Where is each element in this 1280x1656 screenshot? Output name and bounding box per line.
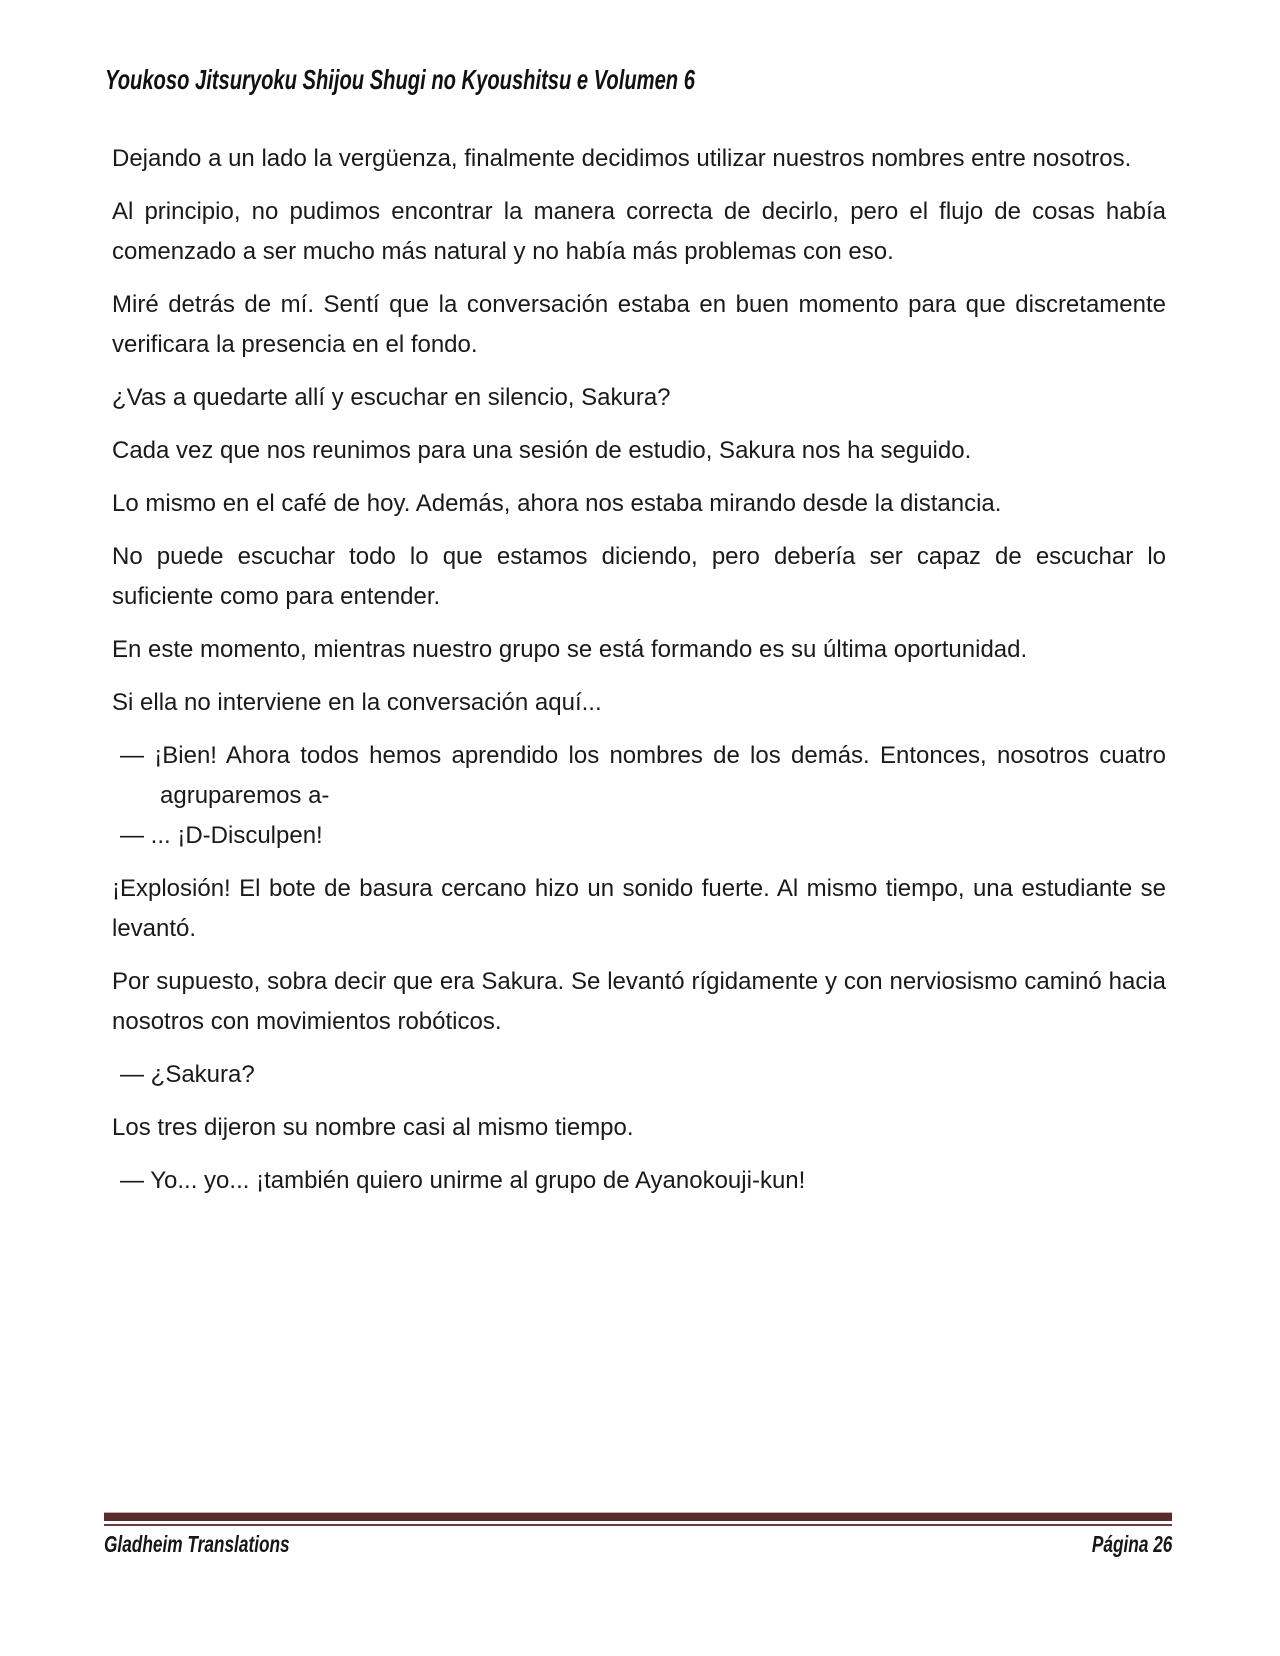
paragraph: Por supuesto, sobra decir que era Sakura. Se levantó rígidamente y con nerviosismo caminó hacia nosotros con movimientos robóticos.: [112, 968, 1166, 1035]
footer-rule-thick: [104, 1512, 1172, 1521]
dialogue-line: — ¡Bien! Ahora todos hemos aprendido los nombres de los demás. Entonces, nosotros cuatro agruparemos a-: [120, 742, 1166, 809]
body-text: [112, 139, 1166, 1214]
paragraph: Cada vez que nos reunimos para una sesión de estudio, Sakura nos ha seguido.: [112, 437, 972, 464]
page-header-title: Youkoso Jitsuryoku Shijou Shugi no Kyoushitsu e Volumen 6: [105, 64, 695, 95]
paragraph: No puede escuchar todo lo que estamos diciendo, pero debería ser capaz de escuchar lo suficiente como para entender.: [112, 543, 1166, 610]
paragraph: Los tres dijeron su nombre casi al mismo tiempo.: [112, 1114, 634, 1141]
footer-rule-thin: [104, 1524, 1172, 1526]
paragraph: Miré detrás de mí. Sentí que la conversación estaba en buen momento para que discretamente verificara la presencia en el fondo.: [112, 291, 1166, 358]
footer-translator-credit: Gladheim Translations: [104, 1531, 290, 1557]
dialogue-line: — Yo... yo... ¡también quiero unirme al grupo de Ayanokouji-kun!: [120, 1167, 806, 1194]
page-footer: [104, 1512, 1172, 1558]
paragraph: En este momento, mientras nuestro grupo se está formando es su última oportunidad.: [112, 636, 1028, 663]
paragraph: Lo mismo en el café de hoy. Además, ahora nos estaba mirando desde la distancia.: [112, 490, 1002, 517]
paragraph: ¡Explosión! El bote de basura cercano hizo un sonido fuerte. Al mismo tiempo, una estudiante se levantó.: [112, 875, 1166, 942]
paragraph: Si ella no interviene en la conversación aquí...: [112, 689, 602, 716]
paragraph: Al principio, no pudimos encontrar la manera correcta de decirlo, pero el flujo de cosas había comenzado a ser mucho más natural y no había más problemas con eso.: [112, 198, 1166, 265]
paragraph: ¿Vas a quedarte allí y escuchar en silencio, Sakura?: [112, 384, 671, 411]
dialogue-line: — ... ¡D-Disculpen!: [120, 822, 323, 849]
footer-page-number: Página 26: [1091, 1531, 1172, 1557]
dialogue-line: — ¿Sakura?: [120, 1061, 255, 1088]
paragraph: Dejando a un lado la vergüenza, finalmente decidimos utilizar nuestros nombres entre nosotros.: [112, 145, 1132, 172]
